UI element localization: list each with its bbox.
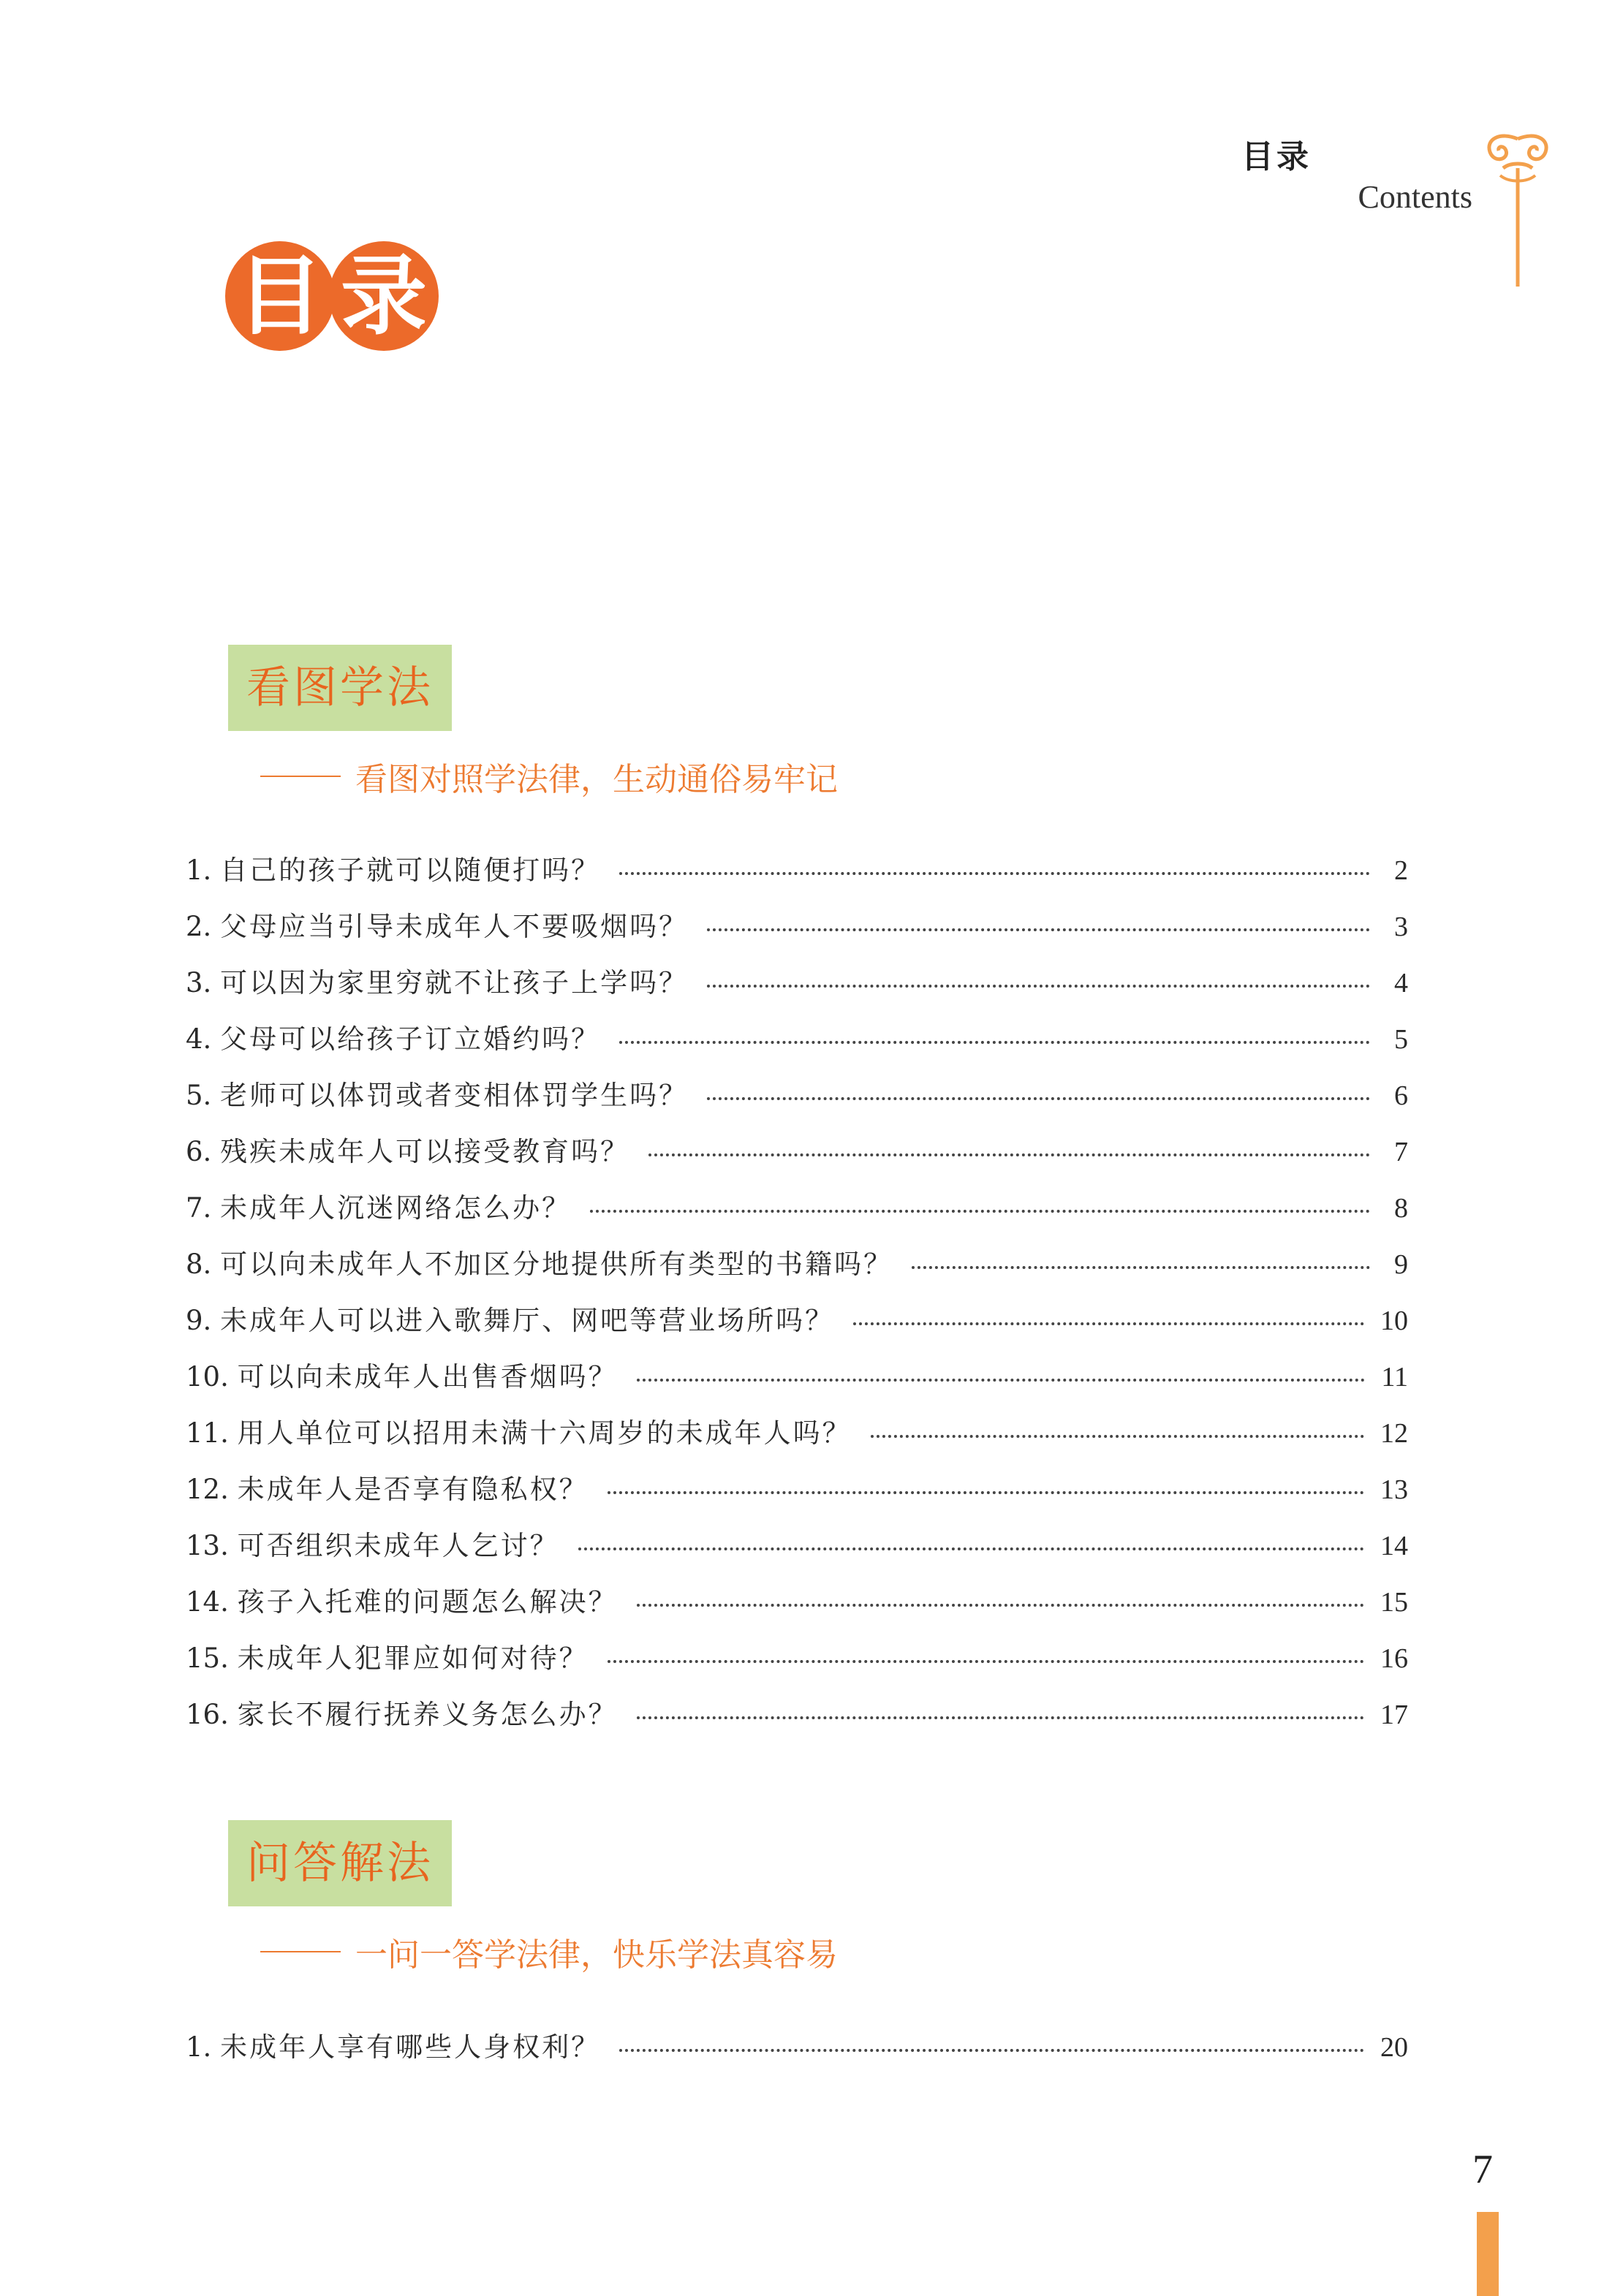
toc-page: 12 [1380, 1418, 1408, 1449]
toc-row[interactable] [186, 1580, 1408, 1624]
toc-page: 13 [1380, 1474, 1408, 1505]
section-tag-1: 看图学法 [228, 645, 452, 731]
toc-row[interactable] [186, 1298, 1408, 1342]
toc-page: 7 [1394, 1137, 1408, 1167]
toc-page: 14 [1380, 1531, 1408, 1561]
toc-num: 16. [186, 1699, 238, 1730]
page-title-char-2: 录 [329, 241, 439, 351]
toc-leader [637, 1378, 1366, 1382]
toc-num: 4. [186, 1023, 221, 1055]
toc-row[interactable] [186, 2025, 1408, 2069]
section-subtitle-text-1: 看图对照学法律，生动通俗易牢记 [355, 761, 838, 798]
toc-num: 6. [186, 1136, 221, 1167]
toc-page: 6 [1394, 1080, 1408, 1111]
toc-leader [637, 1716, 1364, 1719]
toc-page: 11 [1381, 1362, 1408, 1393]
toc-num: 7. [186, 1192, 221, 1224]
toc-leader [853, 1322, 1364, 1325]
toc-row[interactable] [186, 1355, 1408, 1398]
toc-text: 可以向未成年人出售香烟吗？ [237, 1361, 618, 1393]
toc-text: 自己的孩子就可以随便打吗？ [220, 855, 601, 886]
toc-row[interactable] [186, 848, 1408, 892]
toc-num: 11. [186, 1417, 238, 1449]
header-title-cn: 目录 [1241, 138, 1312, 175]
toc-page: 10 [1380, 1306, 1408, 1336]
toc-text: 残疾未成年人可以接受教育吗？ [220, 1136, 630, 1167]
toc-num: 15. [186, 1643, 238, 1674]
section-tag-2: 问答解法 [228, 1820, 452, 1906]
toc-leader [578, 1547, 1364, 1550]
header-title-en: Contents [1358, 179, 1472, 215]
toc-page: 8 [1394, 1193, 1408, 1224]
toc-row[interactable] [186, 1073, 1408, 1117]
toc-num: 3. [186, 967, 221, 999]
toc-row[interactable] [186, 1186, 1408, 1230]
toc-leader [608, 1490, 1364, 1494]
toc-text: 可以向未成年人不加区分地提供所有类型的书籍吗？ [220, 1249, 893, 1280]
toc-page: 20 [1380, 2032, 1408, 2063]
toc-leader [608, 1659, 1364, 1663]
toc-text: 家长不履行抚养义务怎么办？ [237, 1699, 618, 1730]
toc-row[interactable] [186, 1017, 1408, 1061]
toc-num: 13. [186, 1530, 238, 1561]
toc-page: 4 [1394, 968, 1408, 999]
toc-leader [637, 1603, 1364, 1607]
toc-row[interactable] [186, 1129, 1408, 1173]
toc-page: 9 [1394, 1249, 1408, 1280]
page-edge-bar [1477, 2212, 1499, 2296]
toc-text: 父母可以给孩子订立婚约吗？ [220, 1023, 601, 1055]
toc-num: 8. [186, 1249, 221, 1280]
toc-text: 可以因为家里穷就不让孩子上学吗？ [220, 967, 689, 999]
toc-num: 1. [186, 2031, 221, 2063]
toc-text: 未成年人享有哪些人身权利？ [220, 2031, 601, 2063]
toc-leader [707, 928, 1370, 931]
toc-row[interactable] [186, 1242, 1408, 1286]
toc-num: 5. [186, 1080, 221, 1111]
toc-text: 孩子入托难的问题怎么解决？ [237, 1586, 618, 1618]
toc-row[interactable] [186, 1636, 1408, 1680]
toc-text: 未成年人犯罪应如何对待？ [237, 1643, 589, 1674]
toc-page: 5 [1394, 1024, 1408, 1055]
toc-text: 用人单位可以招用未满十六周岁的未成年人吗？ [237, 1417, 852, 1449]
section-subtitle-text-2: 一问一答学法律，快乐学法真容易 [355, 1936, 838, 1974]
toc-text: 老师可以体罚或者变相体罚学生吗？ [220, 1080, 689, 1111]
toc-row[interactable] [186, 1692, 1408, 1736]
toc-num: 9. [186, 1305, 221, 1336]
toc-page: 3 [1394, 912, 1408, 942]
section-subtitle-1 [260, 753, 838, 800]
toc-page: 16 [1380, 1643, 1408, 1674]
toc-text: 未成年人是否享有隐私权？ [237, 1474, 589, 1505]
page-number: 7 [1472, 2147, 1493, 2192]
toc-text: 未成年人沉迷网络怎么办？ [220, 1192, 572, 1224]
toc-leader [648, 1153, 1370, 1156]
toc-row[interactable] [186, 904, 1408, 948]
toc-leader [707, 984, 1370, 988]
subtitle-dash [260, 1951, 341, 1952]
toc-row[interactable] [186, 1467, 1408, 1511]
subtitle-dash [260, 776, 341, 777]
toc-leader [912, 1265, 1370, 1269]
page-title-char-1: 目 [225, 241, 335, 351]
toc-num: 14. [186, 1586, 238, 1618]
toc-leader [619, 2048, 1364, 2052]
toc-leader [619, 871, 1370, 875]
toc-leader [707, 1096, 1370, 1100]
toc-leader [590, 1209, 1370, 1213]
toc-num: 12. [186, 1474, 238, 1505]
toc-leader [871, 1434, 1364, 1438]
toc-page: 17 [1380, 1700, 1408, 1730]
toc-row[interactable] [186, 1523, 1408, 1567]
toc-page: 2 [1394, 855, 1408, 886]
toc-leader [619, 1040, 1370, 1044]
toc-num: 10. [186, 1361, 238, 1393]
toc-page: 15 [1380, 1587, 1408, 1618]
toc-row[interactable] [186, 961, 1408, 1004]
toc-text: 父母应当引导未成年人不要吸烟吗？ [220, 911, 689, 942]
ornament-icon [1471, 124, 1559, 292]
toc-text: 可否组织未成年人乞讨？ [237, 1530, 559, 1561]
toc-text: 未成年人可以进入歌舞厅、网吧等营业场所吗？ [220, 1305, 835, 1336]
toc-num: 2. [186, 911, 221, 942]
section-subtitle-2 [260, 1928, 838, 1975]
toc-row[interactable] [186, 1411, 1408, 1455]
toc-num: 1. [186, 855, 221, 886]
page-title [225, 241, 444, 351]
